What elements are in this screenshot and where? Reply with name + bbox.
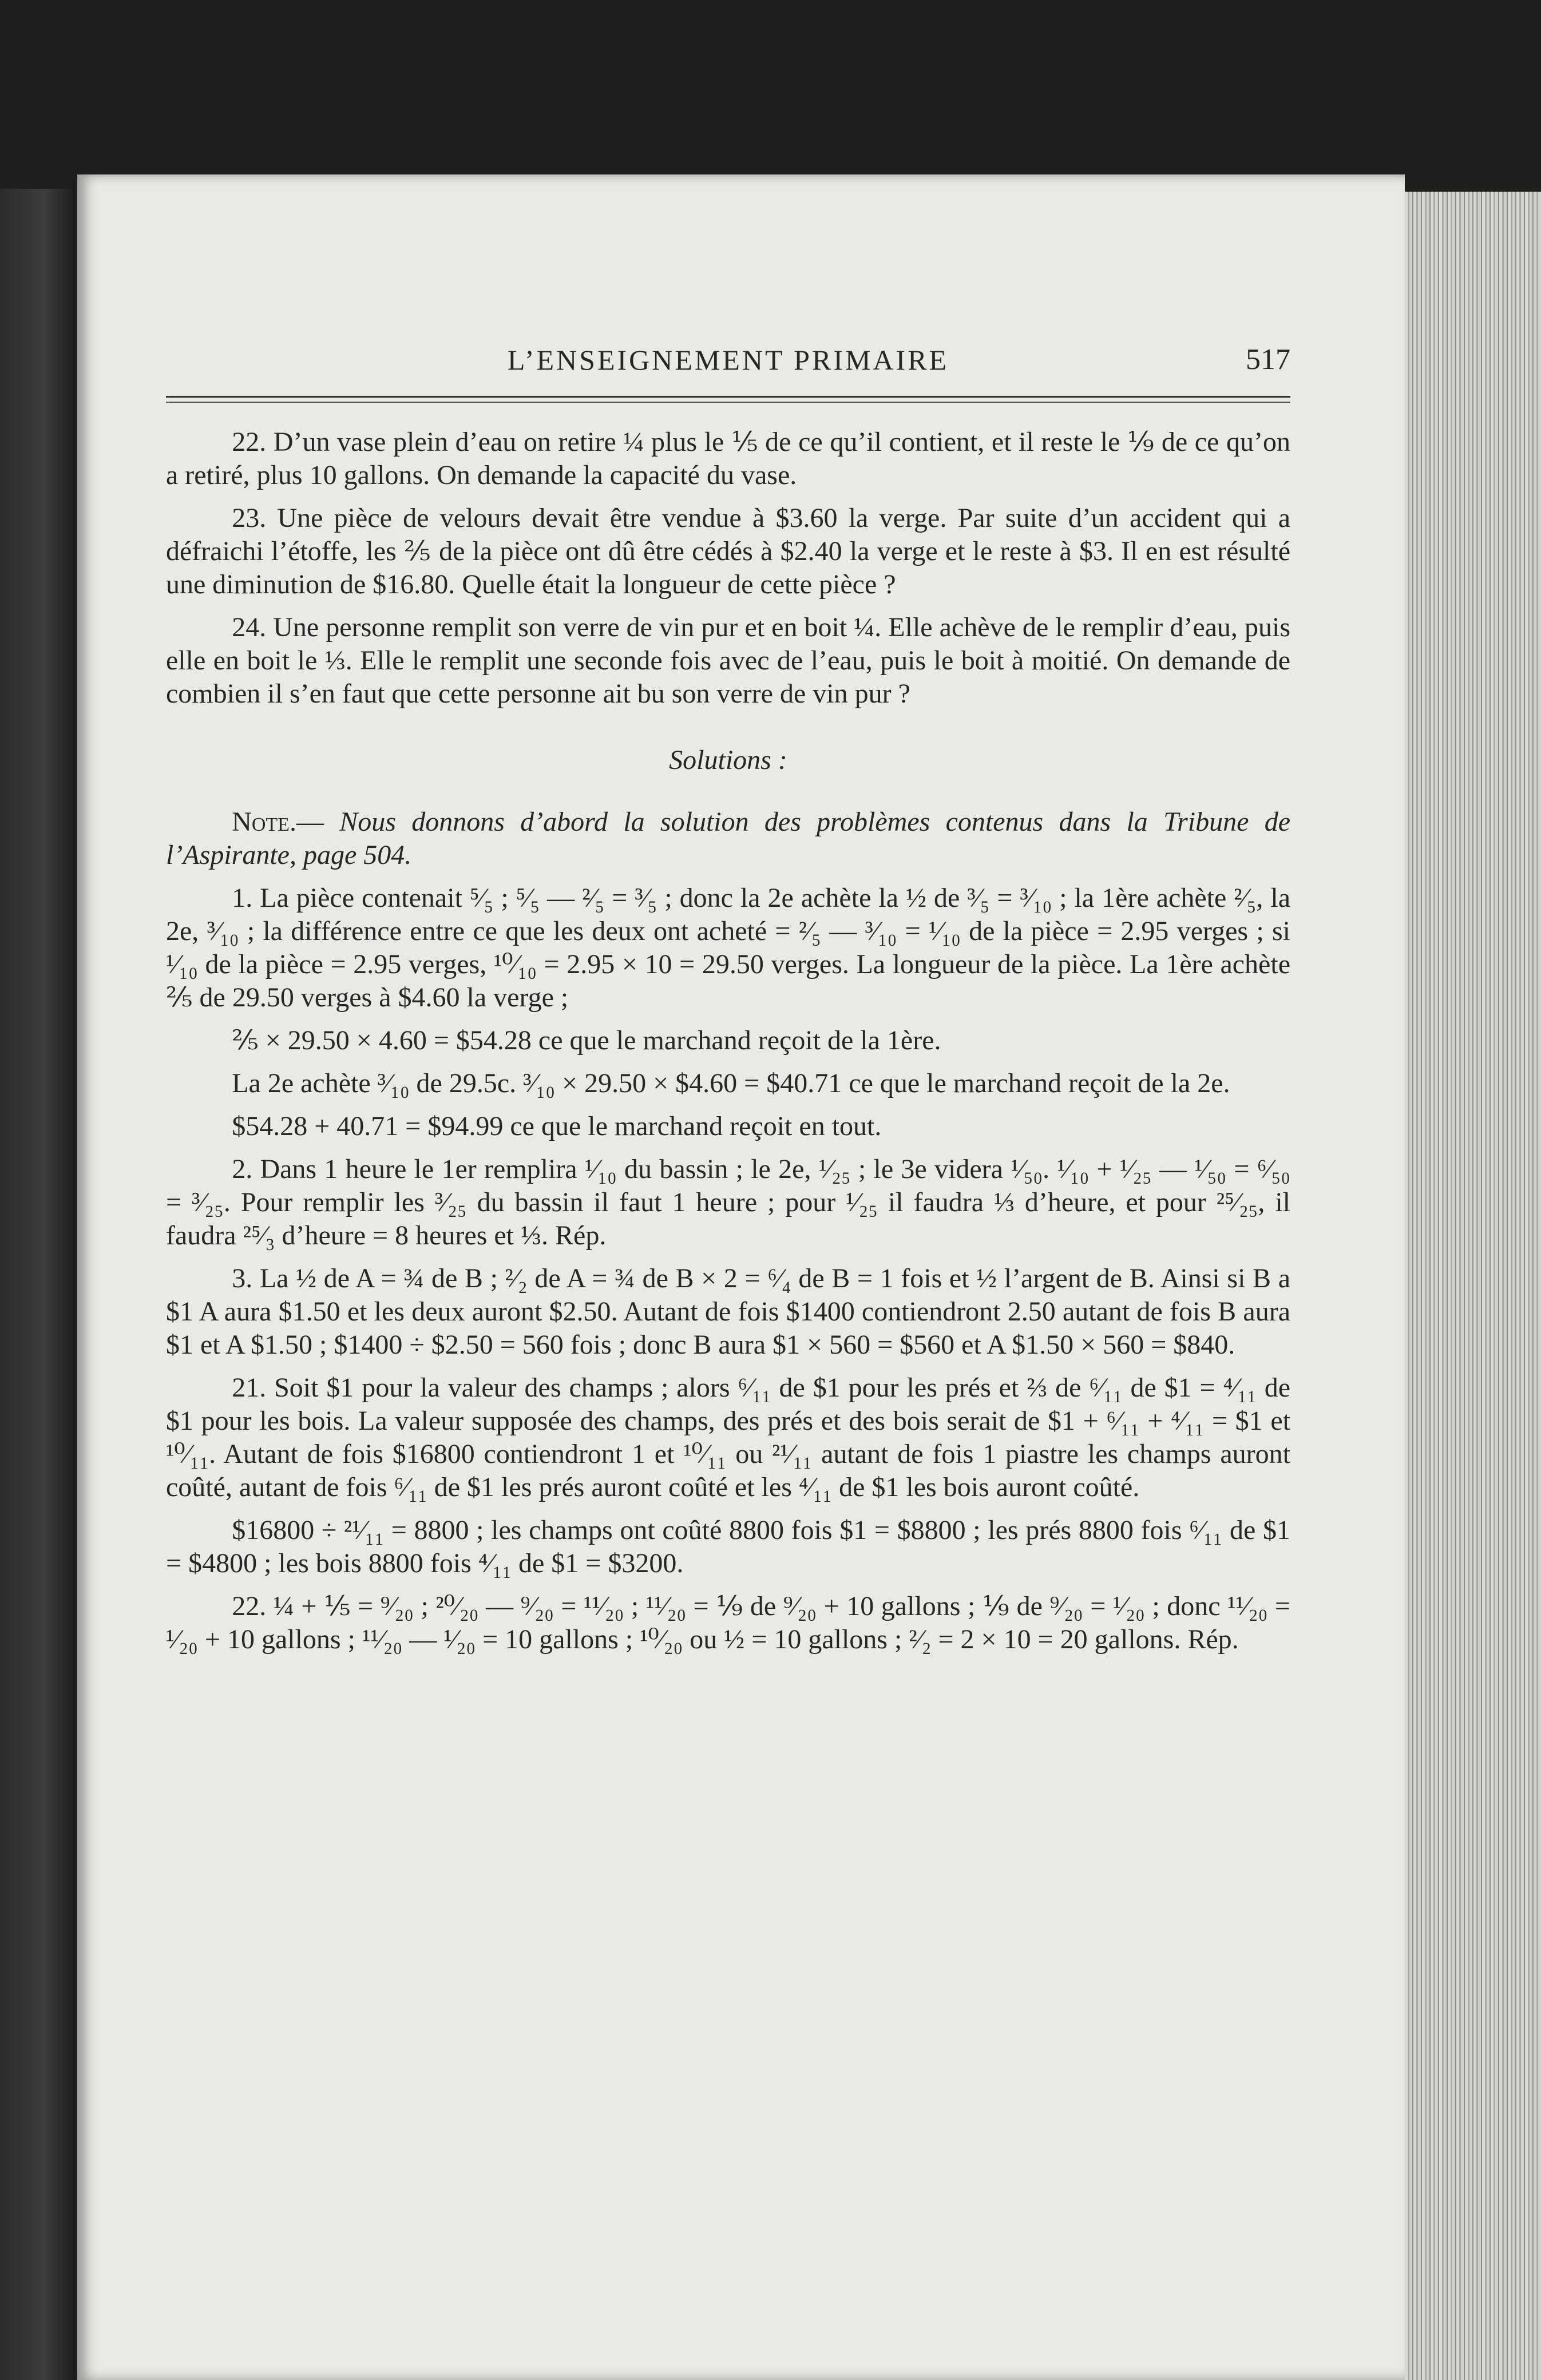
note-dash: —	[296, 807, 324, 837]
page-content	[166, 343, 1290, 1666]
header-rule	[166, 396, 1290, 403]
solution-1-calc-first: ⅖ × 29.50 × 4.60 = $54.28 ce que le marchand reçoit de la 1ère.	[232, 1025, 941, 1056]
solution-1-calc-second: La 2e achète ³⁄₁₀ de 29.5c. ³⁄₁₀ × 29.50 × $4.60 = $40.71 ce que le marchand reçoit de la 2e.	[232, 1068, 1230, 1098]
solution-22: 22. ¼ + ⅕ = ⁹⁄₂₀ ; ²⁰⁄₂₀ — ⁹⁄₂₀ = ¹¹⁄₂₀ ; ¹¹⁄₂₀ = ⅑ de ⁹⁄₂₀ + 10 gallons ; ⅑ de ⁹⁄₂₀ = ¹⁄₂₀ ; donc ¹¹⁄₂₀ = ¹⁄₂₀ + 10 gallons ; ¹¹⁄₂₀ — ¹⁄₂₀ = 10 gallons ; ¹⁰⁄₂₀ ou ½ = 10 gallons ; ²⁄₂ = 2 × 10 = 20 gallons. Rép.	[166, 1591, 1290, 1655]
solution-2: 2. Dans 1 heure le 1er remplira ¹⁄₁₀ du bassin ; le 2e, ¹⁄₂₅ ; le 3e videra ¹⁄₅₀. ¹⁄₁₀ + ¹⁄₂₅ — ¹⁄₅₀ = ⁶⁄₅₀ = ³⁄₂₅. Pour remplir les ³⁄₂₅ du bassin il faut 1 heure ; pour ¹⁄₂₅ il faudra ⅓ d’heure, et pour ²⁵⁄₂₅, il faudra ²⁵⁄₃ d’heure = 8 heures et ⅓. Rép.	[166, 1154, 1290, 1251]
solution-21: 21. Soit $1 pour la valeur des champs ; alors ⁶⁄₁₁ de $1 pour les prés et ⅔ de ⁶⁄₁₁ de $1 = ⁴⁄₁₁ de $1 pour les bois. La valeur supposée des champs, des prés et des bois serait de $1 + ⁶⁄₁₁ + ⁴⁄₁₁ = $1 et ¹⁰⁄₁₁. Autant de fois $16800 contiendront 1 et ¹⁰⁄₁₁ ou ²¹⁄₁₁ autant de fois 1 piastre les champs auront coûté, autant de fois ⁶⁄₁₁ de $1 les prés auront coûté et les ⁴⁄₁₁ de $1 les bois auront coûté.	[166, 1373, 1290, 1502]
solution-1: 1. La pièce contenait ⁵⁄₅ ; ⁵⁄₅ — ²⁄₅ = ³⁄₅ ; donc la 2e achète la ½ de ³⁄₅ = ³⁄₁₀ ; la 1ère achète ²⁄₅, la 2e, ³⁄₁₀ ; la différence entre ce que les deux ont acheté = ²⁄₅ — ³⁄₁₀ = ¹⁄₁₀ de la pièce = 2.95 verges ; si ¹⁄₁₀ de la pièce = 2.95 verges, ¹⁰⁄₁₀ = 2.95 × 10 = 29.50 verges. La longueur de la pièce. La 1ère achète ⅖ de 29.50 verges à $4.60 la verge ;	[166, 883, 1290, 1013]
page-number: 517	[1246, 343, 1290, 376]
book-spine-shadow	[0, 189, 74, 2380]
note-paragraph	[166, 806, 1290, 872]
problem-23	[166, 502, 1290, 601]
problem-22	[166, 426, 1290, 492]
running-title: L’ENSEIGNEMENT PRIMAIRE	[507, 344, 949, 376]
note-text: Nous donnons d’abord la solution des problèmes contenus dans la Tribune de l’Aspirante, page 504.	[166, 807, 1291, 870]
page-stack-edge	[1405, 192, 1541, 2380]
problem-number: 23.	[232, 503, 267, 533]
problem-number: 24.	[232, 612, 267, 642]
problem-text: D’un vase plein d’eau on retire ¼ plus le ⅕ de ce qu’il contient, et il reste le ⅑ de ce qu’on a retiré, plus 10 gallons. On demande la capacité du vase.	[166, 427, 1291, 490]
solution-1-total: $54.28 + 40.71 = $94.99 ce que le marchand reçoit en tout.	[232, 1111, 882, 1141]
solution-3: 3. La ½ de A = ¾ de B ; ²⁄₂ de A = ¾ de B × 2 = ⁶⁄₄ de B = 1 fois et ½ l’argent de B. Ainsi si B a $1 A aura $1.50 et les deux auront $2.50. Autant de fois $1400 contiendront 2.50 autant de fois B aura $1 et A $1.50 ; $1400 ÷ $2.50 = 560 fois ; donc B aura $1 × 560 = $560 et A $1.50 × 560 = $840.	[166, 1263, 1290, 1360]
solutions-heading: Solutions :	[669, 745, 787, 775]
problem-text: Une pièce de velours devait être vendue à $3.60 la verge. Par suite d’un accident qui a défraichi l’étoffe, les ⅖ de la pièce ont dû être cédés à $2.40 la verge et le reste à $3. Il en est résulté une diminution de $16.80. Quelle était la longueur de cette pièce ?	[166, 503, 1291, 600]
note-label: Note.	[232, 807, 296, 837]
running-header	[166, 343, 1290, 396]
problem-number: 22.	[232, 427, 267, 457]
solution-21-result: $16800 ÷ ²¹⁄₁₁ = 8800 ; les champs ont coûté 8800 fois $1 = $8800 ; les prés 8800 fois ⁶⁄₁₁ de $1 = $4800 ; les bois 8800 fois ⁴⁄₁₁ de $1 = $3200.	[166, 1515, 1290, 1578]
problem-24	[166, 611, 1290, 711]
problem-text: Une personne remplit son verre de vin pur et en boit ¼. Elle achève de le remplir d’eau, puis elle en boit le ⅓. Elle le remplit une seconde fois avec de l’eau, puis le boit à moitié. On demande de combien il s’en faut que cette personne ait bu son verre de vin pur ?	[166, 612, 1290, 709]
